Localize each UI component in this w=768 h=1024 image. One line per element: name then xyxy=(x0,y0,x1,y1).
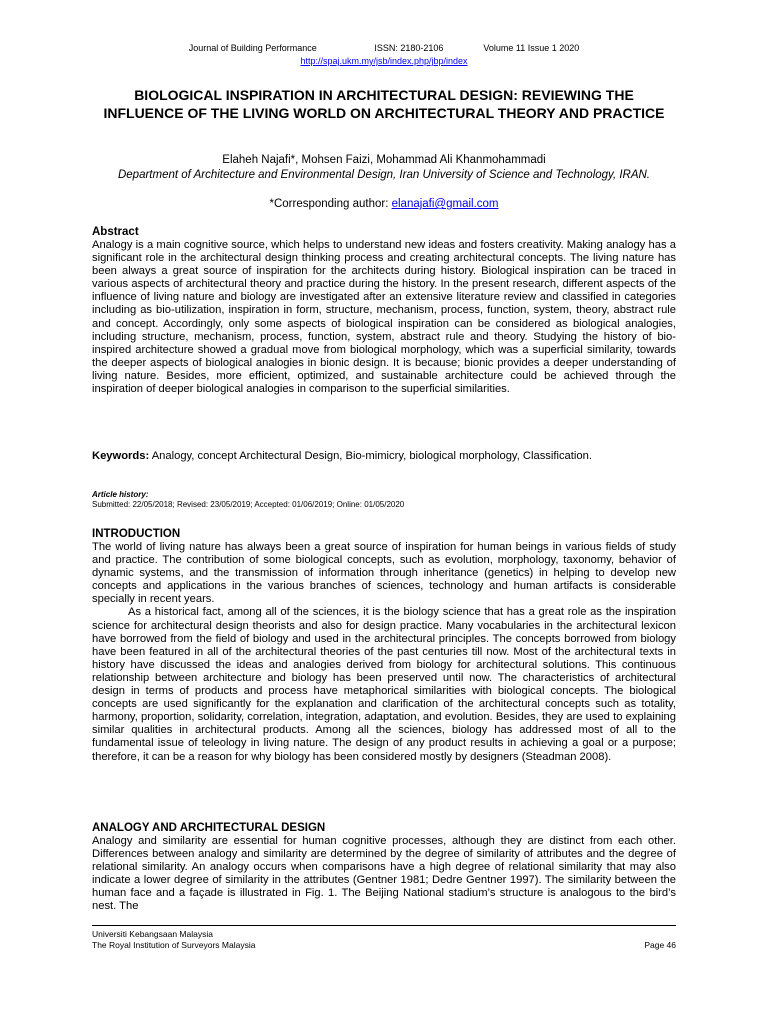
keywords-section xyxy=(92,450,676,463)
corresponding-label: *Corresponding author: xyxy=(269,198,392,210)
analogy-section xyxy=(92,822,676,914)
abstract-section xyxy=(92,226,676,396)
abstract-text: Analogy is a main cognitive source, which helps to understand new ideas and fosters creativity. Making analogy has a significant role in the architectural design thinking process and creating architectural concepts. The living nature has been always a great source of inspiration for the architects during history. Biological inspiration can be traced in various aspects of architectural theory and practice during the history. In the present research, different aspects of the influence of living nature and biology are investigated after an extensive literature review and classified in categories including as bio-utilization, inspiration in form, structure, mechanism, process, function, system, theory, abstract rule and concept. Accordingly, only some aspects of biological inspiration can be considered as biological analogies, including structure, mechanism, process, function, system, abstract rule and theory. Studying the history of bio-inspired architecture showed a gradual move from biological morphology, which was a superficial similarity, towards the deeper aspects of biological analogies in bionic design. It is because; bionic provides a deeper understanding of living nature. Besides, more efficient, optimized, and sustainable architecture could be achieved through the inspiration of deeper biological analogies in comparison to the superficial similarities. xyxy=(92,239,676,396)
author-list: Elaheh Najafi*, Mohsen Faizi, Mohammad Ali Khanmohammadi xyxy=(222,154,546,166)
journal-name: Journal of Building Performance xyxy=(188,43,317,53)
journal-issn: ISSN: 2180-2106 xyxy=(374,43,444,53)
corresponding-email-link[interactable]: elanajafi@gmail.com xyxy=(391,198,499,210)
paper-title: BIOLOGICAL INSPIRATION IN ARCHITECTURAL DESIGN: REVIEWING THE INFLUENCE OF THE LIVING WORLD ON ARCHITECTURAL THEORY AND PRACTICE xyxy=(103,87,665,121)
paper-page xyxy=(92,0,676,1024)
abstract-heading: Abstract xyxy=(92,226,139,238)
introduction-section xyxy=(92,528,676,764)
affiliation: Department of Architecture and Environmental Design, Iran University of Science and Technology, IRAN. xyxy=(117,169,651,181)
keywords-paragraph xyxy=(92,450,676,463)
article-history-dates: Submitted: 22/05/2018; Revised: 23/05/2019; Accepted: 01/06/2019; Online: 01/05/2020 xyxy=(92,500,405,509)
footer-institutions xyxy=(92,929,255,951)
corresponding-author xyxy=(92,197,676,211)
introduction-heading: INTRODUCTION xyxy=(92,528,181,540)
analogy-heading: ANALOGY AND ARCHITECTURAL DESIGN xyxy=(92,822,326,834)
journal-volume: Volume 11 Issue 1 2020 xyxy=(483,43,580,53)
introduction-paragraph-1: The world of living nature has always been a great source of inspiration for human beings in various fields of study and practice. The contribution of some biological concepts, such as evolution, morphology, taxonomy, behavior of dynamic systems, and the transmission of information through inheritance (genetics) in helping to develop new concepts and applications in the various branches of sciences, technology and human artifacts is considerable specially in recent years. xyxy=(92,541,676,606)
page-number: Page 46 xyxy=(644,940,676,950)
analogy-paragraph-1: Analogy and similarity are essential for human cognitive processes, although they are distinct from each other. Differences between analogy and similarity are determined by the degree of similarity of attributes and the degree of relational similarity. An analogy occurs when comparisons have a high degree of relational similarity that may also indicate a lower degree of similarity in the attributes (Gentner 1981; Dedre Gentner 1997). The similarity between the human face and a façade is illustrated in Fig. 1. The Beijing National stadium’s structure is analogous to the bird’s nest. The xyxy=(92,835,676,913)
introduction-paragraph-2: As a historical fact, among all of the sciences, it is the biology science that has a great role as the inspiration science for architectural design theorists and also for design practice. Many vocabularies in the architectural lexicon have borrowed from the field of biology and used in the architectural principles. The concepts borrowed from biology have been featured in all of the architectural theories of the past centuries till now. Most of the architectural texts in history have discussed the ideas and analogies derived from biology for architectural solutions. This continuous relationship between architecture and biology has been preserved until now. The characteristics of architectural design in terms of products and process have metaphorical similarities with biological concepts. The biological concepts are used significantly for the explanation and clarification of the architectural concepts such as totality, harmony, proportion, solidarity, correlation, integration, adaptation, and evolution. Besides, they are used to explaining similar qualities in architectural products. Among all the sciences, biology has addressed most of all to the fundamental issue of teleology in living nature. The design of any product results in achieving a goal or a purpose; therefore, it can be a reason for why biology has been considered mostly by designers (Steadman 2008). xyxy=(92,606,676,763)
footer-line-1: Universiti Kebangsaan Malaysia xyxy=(92,929,213,939)
keywords-label: Keywords: xyxy=(92,450,150,462)
article-history xyxy=(92,490,676,510)
keywords-text: Analogy, concept Architectural Design, Bio-mimicry, biological morphology, Classification. xyxy=(151,450,592,462)
journal-url-link[interactable]: http://spaj.ukm.my/jsb/index.php/jbp/index xyxy=(300,56,468,66)
journal-header xyxy=(92,43,676,53)
footer-line-2: The Royal Institution of Surveyors Malaysia xyxy=(92,940,256,950)
article-history-label: Article history: xyxy=(92,490,149,499)
footer-divider xyxy=(92,925,676,926)
